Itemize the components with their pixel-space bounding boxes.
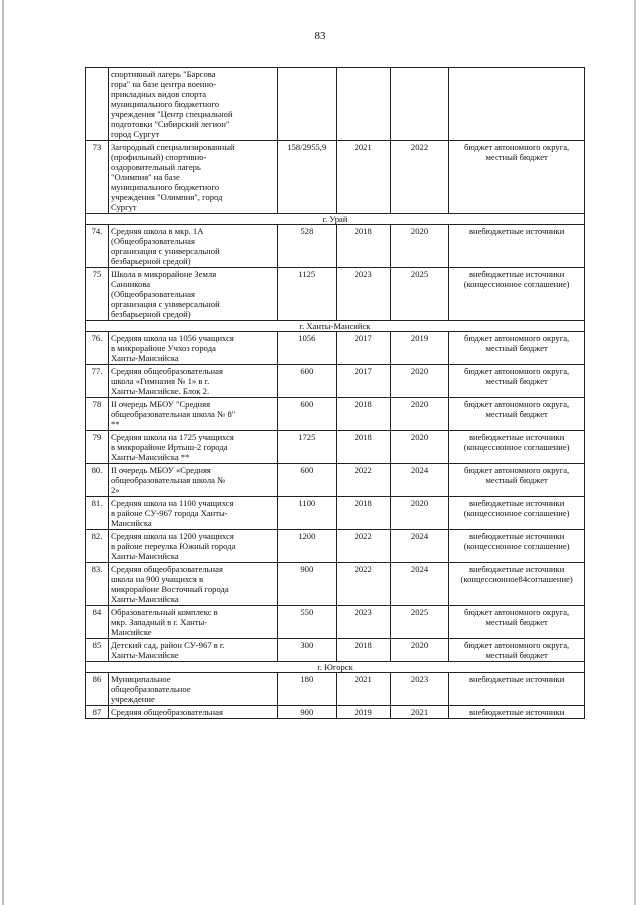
capacity-cell: 158/2955,9 bbox=[278, 141, 336, 214]
end-year-cell bbox=[390, 68, 448, 141]
start-year-cell: 2017 bbox=[336, 332, 390, 365]
scan-edge-right bbox=[634, 0, 636, 905]
object-name-cell: Средняя школа на 1725 учащихся в микрорайоне Иртыш-2 города Ханты-Мансийска ** bbox=[108, 431, 277, 464]
end-year-cell: 2020 bbox=[390, 365, 448, 398]
table-row bbox=[86, 639, 585, 662]
table-row bbox=[86, 606, 585, 639]
section-title: г. Ханты-Мансийск bbox=[86, 321, 585, 332]
table-row bbox=[86, 431, 585, 464]
row-number-cell: 80. bbox=[86, 464, 109, 497]
table-row bbox=[86, 141, 585, 214]
table-row bbox=[86, 225, 585, 268]
start-year-cell: 2018 bbox=[336, 225, 390, 268]
object-name-cell: Средняя школа на 1200 учащихся в районе переулка Южный города Ханты-Мансийска bbox=[108, 530, 277, 563]
object-name-cell: Средняя общеобразовательная школа «Гимназия № 1» в г. Ханты-Мансийске. Блок 2. bbox=[108, 365, 277, 398]
end-year-cell: 2023 bbox=[390, 673, 448, 706]
start-year-cell: 2018 bbox=[336, 398, 390, 431]
funding-source-cell: бюджет автономного округа, местный бюджет bbox=[449, 464, 585, 497]
end-year-cell: 2020 bbox=[390, 497, 448, 530]
capacity-cell: 528 bbox=[278, 225, 336, 268]
funding-source-cell: бюджет автономного округа, местный бюджет bbox=[449, 398, 585, 431]
start-year-cell bbox=[336, 68, 390, 141]
row-number-cell: 77. bbox=[86, 365, 109, 398]
funding-source-cell: внебюджетные источники (концессионное соглашение) bbox=[449, 530, 585, 563]
start-year-cell: 2023 bbox=[336, 606, 390, 639]
object-name-cell: II очередь МБОУ «Средняя общеобразовательная школа № 2» bbox=[108, 464, 277, 497]
table-row bbox=[86, 673, 585, 706]
capacity-cell: 600 bbox=[278, 398, 336, 431]
start-year-cell: 2021 bbox=[336, 141, 390, 214]
row-number-cell: 73 bbox=[86, 141, 109, 214]
row-number-cell: 86 bbox=[86, 673, 109, 706]
page-number: 83 bbox=[314, 30, 326, 42]
table-row bbox=[86, 706, 585, 719]
row-number-cell: 87 bbox=[86, 706, 109, 719]
funding-source-cell: внебюджетные источники bbox=[449, 673, 585, 706]
end-year-cell: 2020 bbox=[390, 225, 448, 268]
start-year-cell: 2021 bbox=[336, 673, 390, 706]
row-number-cell: 75 bbox=[86, 268, 109, 321]
object-name-cell: Средняя школа в мкр. 1А (Общеобразовательная организация с универсальной безбарьерной средой) bbox=[108, 225, 277, 268]
end-year-cell: 2022 bbox=[390, 141, 448, 214]
table-row bbox=[86, 464, 585, 497]
capacity-cell: 1100 bbox=[278, 497, 336, 530]
funding-source-cell: внебюджетные источники (концессионное соглашение) bbox=[449, 497, 585, 530]
capacity-cell: 550 bbox=[278, 606, 336, 639]
funding-source-cell: внебюджетные источники (концессионное соглашение) bbox=[449, 431, 585, 464]
start-year-cell: 2022 bbox=[336, 530, 390, 563]
object-name-cell: Школа в микрорайоне Земля Санникова (Общеобразовательная организация с универсальной безбарьерной средой) bbox=[108, 268, 277, 321]
row-number-cell: 85 bbox=[86, 639, 109, 662]
funding-source-cell: внебюджетные источники (концессионное соглашение) bbox=[449, 268, 585, 321]
table-row bbox=[86, 365, 585, 398]
end-year-cell: 2020 bbox=[390, 431, 448, 464]
row-number-cell: 82. bbox=[86, 530, 109, 563]
funding-source-cell: бюджет автономного округа, местный бюджет bbox=[449, 365, 585, 398]
table-body bbox=[86, 68, 585, 719]
scan-edge-left bbox=[2, 0, 4, 905]
row-number-cell: 74. bbox=[86, 225, 109, 268]
capacity-cell: 1725 bbox=[278, 431, 336, 464]
table-row bbox=[86, 530, 585, 563]
facilities-table bbox=[85, 67, 585, 719]
funding-source-cell: внебюджетные источники bbox=[449, 706, 585, 719]
table-row bbox=[86, 563, 585, 606]
end-year-cell: 2019 bbox=[390, 332, 448, 365]
table-row bbox=[86, 398, 585, 431]
row-number-cell bbox=[86, 68, 109, 141]
capacity-cell bbox=[278, 68, 336, 141]
start-year-cell: 2022 bbox=[336, 464, 390, 497]
table-row bbox=[86, 497, 585, 530]
section-title: г. Югорск bbox=[86, 662, 585, 673]
start-year-cell: 2018 bbox=[336, 639, 390, 662]
section-header-row bbox=[86, 214, 585, 225]
funding-source-cell: внебюджетные источники bbox=[449, 225, 585, 268]
end-year-cell: 2024 bbox=[390, 464, 448, 497]
object-name-cell: II очередь МБОУ "Средняя общеобразовательная школа № 8" ** bbox=[108, 398, 277, 431]
object-name-cell: Средняя школа на 1056 учащихся в микрорайоне Учхоз города Ханты-Мансийска bbox=[108, 332, 277, 365]
start-year-cell: 2017 bbox=[336, 365, 390, 398]
capacity-cell: 1056 bbox=[278, 332, 336, 365]
table-row bbox=[86, 268, 585, 321]
end-year-cell: 2020 bbox=[390, 398, 448, 431]
row-number-cell: 79 bbox=[86, 431, 109, 464]
capacity-cell: 1200 bbox=[278, 530, 336, 563]
end-year-cell: 2025 bbox=[390, 268, 448, 321]
object-name-cell: Детский сад, район СУ-967 в г. Ханты-Мансийске bbox=[108, 639, 277, 662]
section-header-row bbox=[86, 662, 585, 673]
object-name-cell: Образовательный комплекс в мкр. Западный в г. Ханты- Мансийске bbox=[108, 606, 277, 639]
section-header-row bbox=[86, 321, 585, 332]
table-row bbox=[86, 332, 585, 365]
funding-source-cell: бюджет автономного округа, местный бюджет bbox=[449, 639, 585, 662]
end-year-cell: 2021 bbox=[390, 706, 448, 719]
capacity-cell: 900 bbox=[278, 563, 336, 606]
object-name-cell: Загородный специализированный (профильный) спортивно- оздоровительный лагерь "Олимпия" на базе муниципального бюджетного учреждения "Олимпия", город Сургут bbox=[108, 141, 277, 214]
funding-source-cell: внебюджетные источники (концессионное84соглашение) bbox=[449, 563, 585, 606]
start-year-cell: 2019 bbox=[336, 706, 390, 719]
capacity-cell: 1125 bbox=[278, 268, 336, 321]
start-year-cell: 2023 bbox=[336, 268, 390, 321]
capacity-cell: 300 bbox=[278, 639, 336, 662]
row-number-cell: 78 bbox=[86, 398, 109, 431]
funding-source-cell bbox=[449, 68, 585, 141]
row-number-cell: 83. bbox=[86, 563, 109, 606]
funding-source-cell: бюджет автономного округа, местный бюджет bbox=[449, 141, 585, 214]
end-year-cell: 2024 bbox=[390, 563, 448, 606]
end-year-cell: 2025 bbox=[390, 606, 448, 639]
end-year-cell: 2020 bbox=[390, 639, 448, 662]
row-number-cell: 84 bbox=[86, 606, 109, 639]
table-row bbox=[86, 68, 585, 141]
start-year-cell: 2022 bbox=[336, 563, 390, 606]
capacity-cell: 900 bbox=[278, 706, 336, 719]
funding-source-cell: бюджет автономного округа, местный бюджет bbox=[449, 606, 585, 639]
end-year-cell: 2024 bbox=[390, 530, 448, 563]
object-name-cell: Средняя общеобразовательная bbox=[108, 706, 277, 719]
capacity-cell: 600 bbox=[278, 365, 336, 398]
funding-source-cell: бюджет автономного округа, местный бюджет bbox=[449, 332, 585, 365]
capacity-cell: 180 bbox=[278, 673, 336, 706]
row-number-cell: 76. bbox=[86, 332, 109, 365]
capacity-cell: 600 bbox=[278, 464, 336, 497]
object-name-cell: Средняя школа на 1100 учащихся в районе СУ-967 города Ханты- Мансийска bbox=[108, 497, 277, 530]
object-name-cell: спортивный лагерь "Барсова гора" на базе центра военно- прикладных видов спорта муниципального бюджетного учреждения "Центр специальной подготовки "Сибирский легион" город Сургут bbox=[108, 68, 277, 141]
object-name-cell: Средняя общеобразовательная школа на 900 учащихся в микрорайоне Восточный города Ханты-Мансийска bbox=[108, 563, 277, 606]
start-year-cell: 2018 bbox=[336, 431, 390, 464]
section-title: г. Урай bbox=[86, 214, 585, 225]
start-year-cell: 2018 bbox=[336, 497, 390, 530]
object-name-cell: Муниципальное общеобразовательное учреждение bbox=[108, 673, 277, 706]
row-number-cell: 81. bbox=[86, 497, 109, 530]
